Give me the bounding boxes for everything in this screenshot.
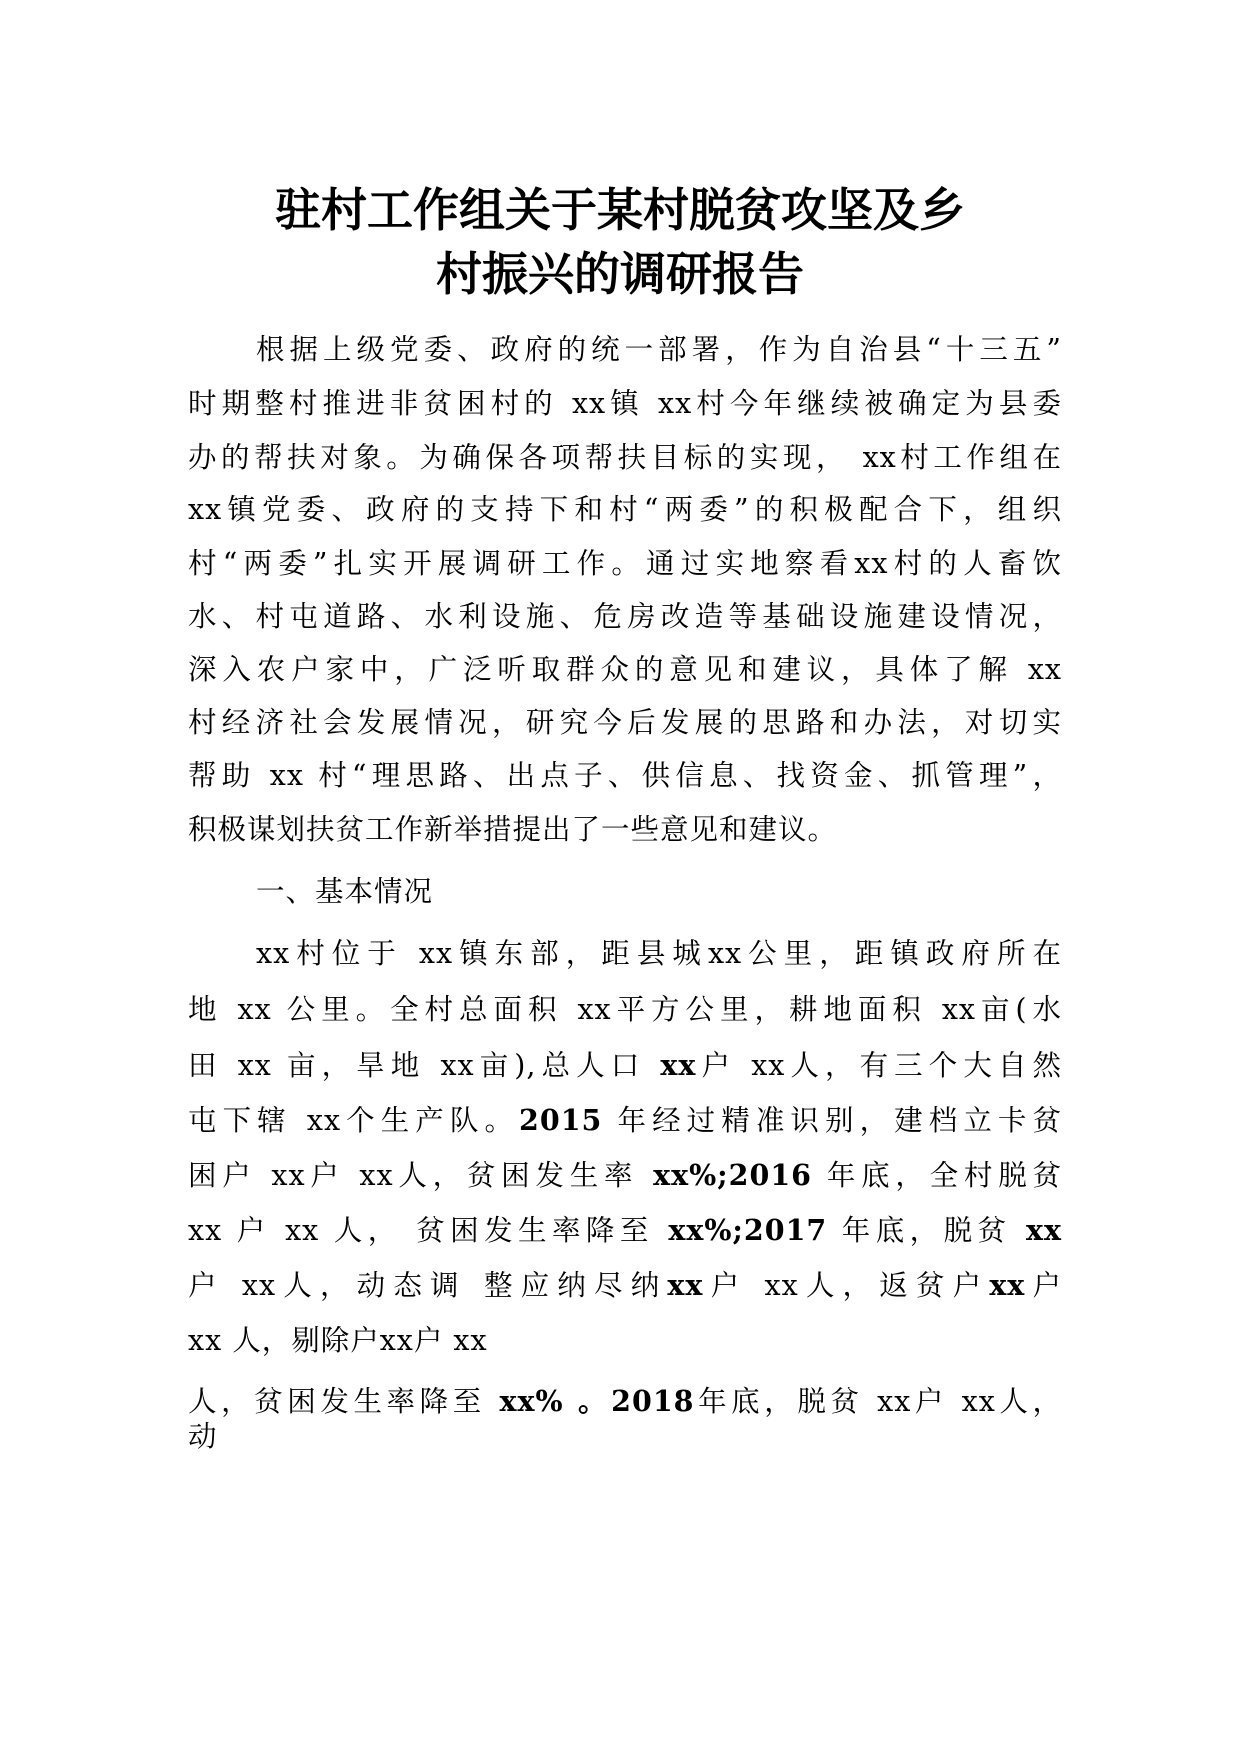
para1-line-4: xx镇党委、政府的支持下和村“两委”的积极配合下，组织 bbox=[188, 493, 1062, 526]
para2-line-6-part-b: xx%;2017 bbox=[668, 1213, 828, 1247]
para2-line-4-part-c: 年经过精准识别，建档立卡贫 bbox=[602, 1104, 1062, 1137]
para2-line-6-part-d: xx bbox=[1026, 1213, 1063, 1247]
para2-line-5-part-c: 年底，全村脱贫 bbox=[812, 1159, 1062, 1192]
para2-line-7-part-a: 户 xx人，动态调 整应纳尽纳 bbox=[188, 1269, 668, 1302]
para2-line-9-part-b: xx% 。2018 bbox=[499, 1384, 695, 1418]
para1-line-7: 深入农户家中，广泛听取群众的意见和建议，具体了解 xx bbox=[188, 653, 1062, 686]
para2-line-7-part-d: xx bbox=[989, 1268, 1026, 1302]
para2-line-5-part-b: xx%;2016 bbox=[653, 1158, 812, 1192]
para2-line-5 bbox=[188, 1155, 1062, 1196]
document-title bbox=[150, 178, 1090, 306]
para2-line-3 bbox=[188, 1045, 1062, 1086]
para2-line-8: xx 人，剔除户xx户 xx bbox=[188, 1324, 488, 1357]
para1-line-6: 水、村屯道路、水利设施、危房改造等基础设施建设情况， bbox=[188, 600, 1062, 633]
para2-line-1: xx村位于 xx镇东部，距县城xx公里，距镇政府所在 bbox=[256, 937, 1062, 970]
para2-line-4-part-b: 2015 bbox=[519, 1103, 603, 1137]
para1-line-9: 帮助 xx 村“理思路、出点子、供信息、找资金、抓管理”， bbox=[188, 759, 1062, 792]
para2-line-9-part-c: 年底，脱贫 xx户 xx人， bbox=[694, 1385, 1062, 1418]
para2-line-5-part-a: 困户 xx户 xx人，贫困发生率 bbox=[188, 1159, 654, 1192]
para1-line-3: 办的帮扶对象。为确保各项帮扶目标的实现， xx村工作组在 bbox=[188, 441, 1062, 474]
para2-line-6-part-c: 年底，脱贫 bbox=[827, 1214, 1027, 1247]
para2-line-7-part-e: 户 bbox=[1025, 1269, 1062, 1302]
para2-line-7-part-b: xx bbox=[667, 1268, 704, 1302]
para2-line-9 bbox=[188, 1381, 1062, 1422]
para2-line-6-part-a: xx 户 xx 人， 贫困发生率降至 bbox=[188, 1214, 669, 1247]
para2-line-10: 动 bbox=[188, 1420, 218, 1453]
para2-line-3-part-b: xx bbox=[660, 1048, 697, 1082]
para1-line-2: 时期整村推进非贫困村的 xx镇 xx村今年继续被确定为县委 bbox=[188, 387, 1062, 420]
para2-line-6 bbox=[188, 1210, 1062, 1251]
para1-line-5: 村“两委”扎实开展调研工作。通过实地察看xx村的人畜饮 bbox=[188, 547, 1062, 580]
para1-line-10: 积极谋划扶贫工作新举措提出了一些意见和建议。 bbox=[188, 813, 838, 846]
para1-line-8: 村经济社会发展情况，研究今后发展的思路和办法，对切实 bbox=[188, 706, 1062, 739]
para2-line-7-part-c: 户 xx人，返贫户 bbox=[703, 1269, 990, 1302]
para2-line-2: 地 xx 公里。全村总面积 xx平方公里，耕地面积 xx亩(水 bbox=[188, 993, 1062, 1026]
para2-line-9-part-a: 人，贫困发生率降至 bbox=[188, 1385, 500, 1418]
para2-line-3-part-c: 户 xx人，有三个大自然 bbox=[696, 1049, 1062, 1082]
para1-line-1: 根据上级党委、政府的统一部署，作为自治县“十三五” bbox=[256, 333, 1062, 366]
para2-line-4-part-a: 屯下辖 xx个生产队。 bbox=[188, 1104, 520, 1137]
para2-line-3-part-a: 田 xx 亩，旱地 xx亩),总人口 bbox=[188, 1049, 661, 1082]
title-line-2: 村振兴的调研报告 bbox=[436, 247, 804, 301]
section-heading-basic-info: 一、基本情况 bbox=[256, 875, 434, 908]
para2-line-4 bbox=[188, 1100, 1062, 1141]
para2-line-7 bbox=[188, 1265, 1062, 1306]
title-line-1: 驻村工作组关于某村脱贫攻坚及乡 bbox=[275, 183, 965, 237]
